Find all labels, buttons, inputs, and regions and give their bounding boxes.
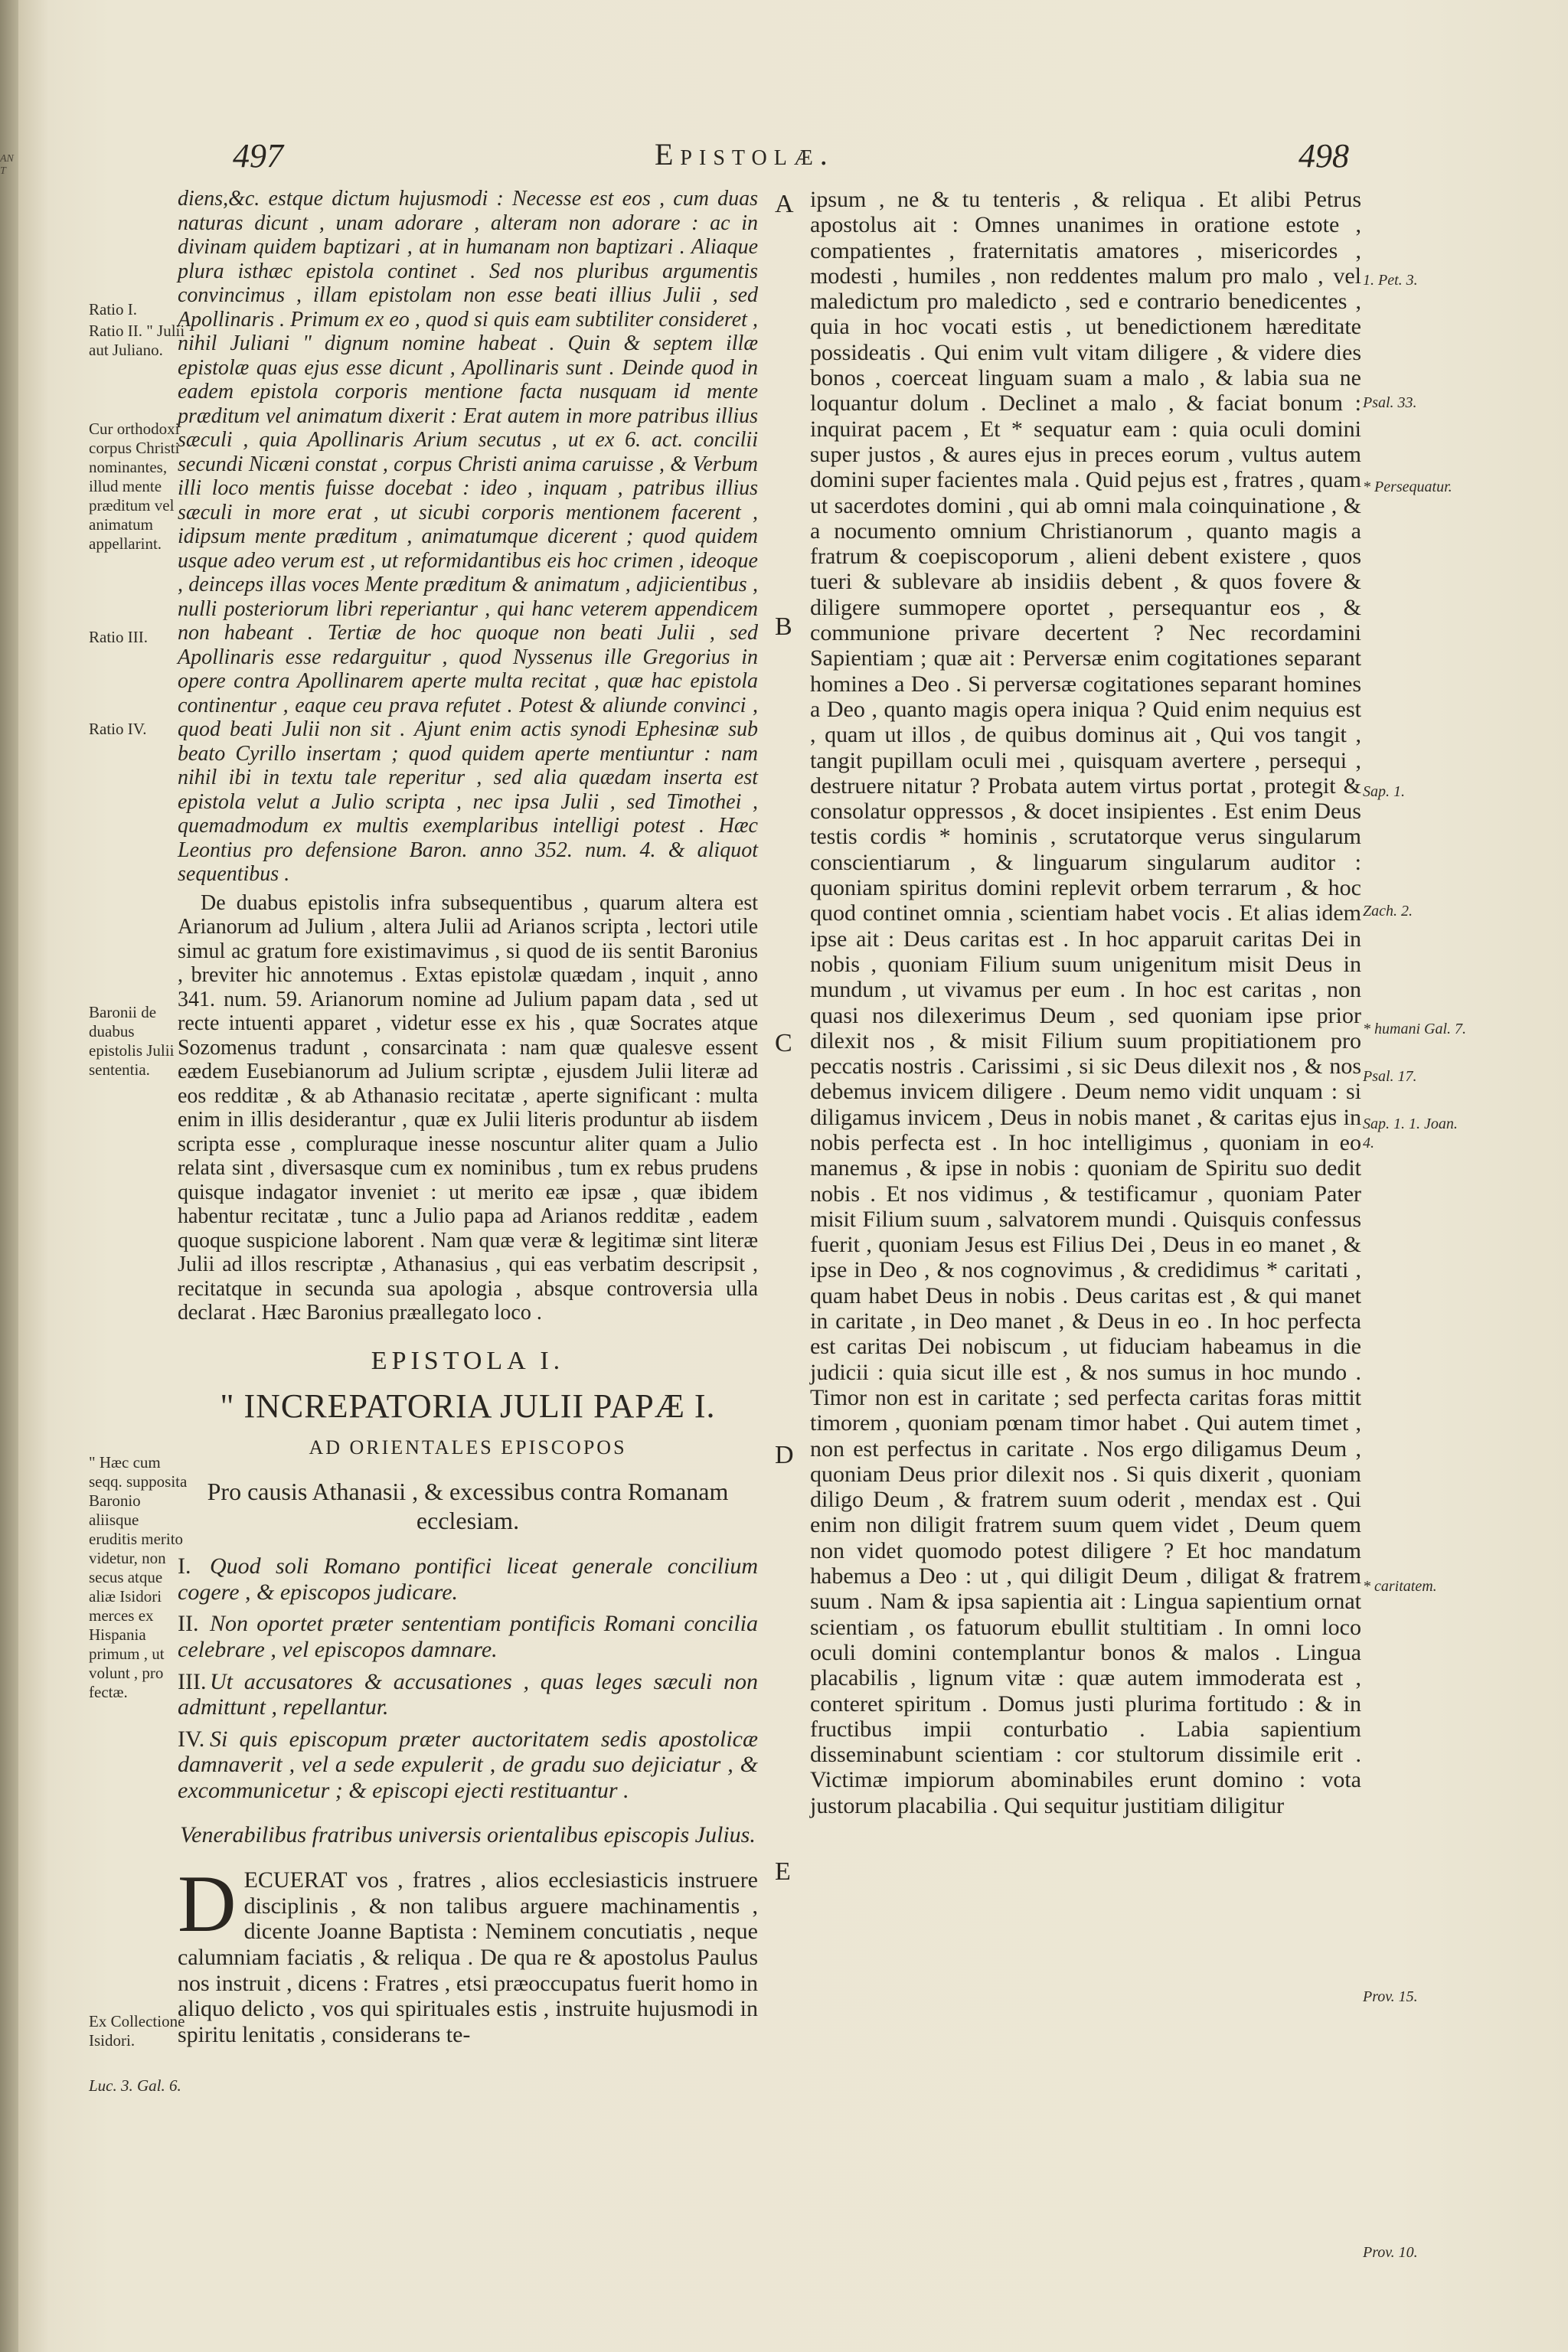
section-letter-c: C bbox=[775, 1029, 792, 1057]
section-letter-e: E bbox=[775, 1857, 791, 1886]
margin-note-zach-2: Zach. 2. bbox=[1363, 903, 1413, 920]
book-gutter bbox=[0, 0, 18, 2352]
margin-note-haec-cum-seqq: " Hæc cum seqq. supposita Baronio aliisque eruditis merito videtur, non secus atque aliæ Isidori merces ex Hispania primum , ut volunt , pro fectæ. bbox=[89, 1453, 188, 1701]
capitulum-3 bbox=[178, 1669, 758, 1720]
margin-note-persequatur: * Persequatur. bbox=[1363, 479, 1452, 495]
margin-note-ratio-2: Ratio II. " Julii aut Juliano. bbox=[89, 322, 185, 359]
capitulum-4 bbox=[178, 1726, 758, 1804]
capitulum-1 bbox=[178, 1553, 758, 1605]
margin-note-sap-1-joan-4: Sap. 1. 1. Joan. 4. bbox=[1363, 1116, 1458, 1152]
margin-note-sap-1: Sap. 1. bbox=[1363, 783, 1405, 800]
previous-page-edge: ANT bbox=[0, 153, 14, 177]
right-text-column bbox=[810, 187, 1361, 1823]
running-head bbox=[0, 136, 1568, 182]
margin-note-baronii: Baronii de duabus epistolis Julii sententia. bbox=[89, 1003, 175, 1079]
section-letter-d: D bbox=[775, 1441, 794, 1469]
capitulum-text: Non oportet præter sententiam pontificis Romani concilia celebrare , vel episcopos damnare. bbox=[178, 1611, 758, 1663]
margin-note-ratio-3: Ratio III. bbox=[89, 628, 148, 646]
letter-opening bbox=[178, 1859, 758, 2047]
drop-cap: D bbox=[178, 1859, 237, 1949]
capitulum-text: Ut accusatores & accusationes , quas leges sæculi non admittunt , repellantur. bbox=[178, 1668, 758, 1720]
margin-note-caritatem: * caritatem. bbox=[1363, 1578, 1437, 1595]
margin-note-ex-collectione: Ex Collectione Isidori. bbox=[89, 2012, 185, 2050]
running-title: Epistolæ. bbox=[655, 137, 835, 172]
capitulum-text: Quod soli Romano pontifici liceat generale concilium cogere , & episcopos judicare. bbox=[178, 1553, 758, 1605]
capitulum-text: Si quis episcopum præter auctoritatem sedis apostolicæ damnaverit , vel a sede expulerit , de gradu suo dejiciatur , & excommunicetur ; & episcopi ejecti restituantur . bbox=[178, 1726, 758, 1804]
margin-note-1-pet-3: 1. Pet. 3. bbox=[1363, 272, 1418, 289]
margin-note-humani-gal: * humani Gal. 7. bbox=[1363, 1021, 1466, 1037]
left-text-column bbox=[178, 187, 758, 2052]
letter-opening-text: ECUERAT vos , fratres , alios ecclesiasticis instruere disciplinis , & non talibus arguere machinamentis , dicente Joanne Baptista : Neminem concutiatis , neque calumniam faciatis , & reliqua . De qua re & apostolus Paulus nos instruit , dicens : Fratres , etsi præoccupatus fuerit homo in aliquo delicto , vos qui spirituales estis , instruite hujusmodi in spiritu lenitatis , considerans te- bbox=[178, 1867, 758, 2047]
margin-note-prov-15: Prov. 15. bbox=[1363, 1988, 1418, 2005]
margin-note-psal-17: Psal. 17. bbox=[1363, 1068, 1417, 1085]
margin-note-luc-gal: Luc. 3. Gal. 6. bbox=[89, 2076, 181, 2095]
section-letter-b: B bbox=[775, 612, 792, 641]
margin-note-prov-10: Prov. 10. bbox=[1363, 2244, 1418, 2261]
margin-note-cur-orthodoxi: Cur orthodoxi corpus Christi nominantes, illud mente præditum vel animatum appellarint. bbox=[89, 420, 180, 553]
paragraph-baronius: De duabus epistolis infra subsequentibus , quarum altera est Arianorum ad Julium , altera Julii ad Arianos scripta , lectori utile simul ac gratum fore existimavimus , si quod de iis sentit Baronius , breviter hic annotemus . Extas epistolæ quædam , inquit , anno 341. num. 59. Arianorum nomine ad Julium papam data , sed ut recte intuenti apparet , videtur esse ex his , quæ Socrates atque Sozomenus tradunt , consarcinata : nam quæ qualesve essent eædem Eusebianorum ad Julium scriptæ , ejusdem Julii literæ ad eos redditæ , & ab Athanasio recitatæ , aperte significant : multa enim in illis desiderantur , quæ ex Julii literis produntur ab iisdem scripta esse , compluraque inesse noscuntur aliter quam a Julio relata sint , diversasque cum ex nominibus , tum ex rebus prudens quisque indagator inveniet : ut merito eæ ipsæ , quæ ibidem habentur recitatæ , tunc a Julio papa ad Arianos redditæ , eadem quoque suspicione laborent . Nam quæ veræ & legitimæ sint literæ Julii ad illos rescriptæ , Athanasius , qui eas verbatim descripsit , recitatque in secunda sua apologia , absque controversia ulla declarat . Hæc Baronius præallegato loco . bbox=[178, 890, 758, 1325]
capitulum-number: III. bbox=[178, 1668, 207, 1694]
epistola-heading: EPISTOLA I. bbox=[371, 1346, 565, 1375]
margin-note-psal-33: Psal. 33. bbox=[1363, 394, 1417, 411]
page-number-right: 498 bbox=[1298, 137, 1349, 175]
capitulum-2 bbox=[178, 1611, 758, 1662]
epistola-title: " INCREPATORIA JULII PAPÆ I. bbox=[220, 1387, 716, 1426]
epistola-addressee: AD ORIENTALES EPISCOPOS bbox=[309, 1436, 627, 1459]
capitulum-number: I. bbox=[178, 1553, 191, 1579]
epistola-cause: Pro causis Athanasii , & excessibus contra Romanam ecclesiam. bbox=[207, 1478, 729, 1535]
section-letter-a: A bbox=[775, 190, 794, 218]
capitulum-number: IV. bbox=[178, 1726, 205, 1752]
margin-note-ratio-1: Ratio I. bbox=[89, 300, 137, 318]
paragraph-right-continuation: ipsum , ne & tu tenteris , & reliqua . Et alibi Petrus apostolus ait : Omnes unanimes in oratione estote , compatientes , fraternitatis amatores , misericordes , modesti , humiles , non reddentes malum pro malo , vel maledictum pro maledicto , sed e contrario benedicentes , quia in hoc vocati estis , ut benedictionem hæreditate possideatis . Qui enim vult vitam diligere , & videre dies bonos , coerceat linguam suam a malo , & labia sua ne loquantur dolum . Declinet a malo , & faciat bonum : inquirat pacem , Et * sequatur eam : quia oculi domini super justos , & aures ejus in preces eorum , vultus autem domini super facientes mala . Quid pejus est , fratres , quam ut sacerdotes domini , qui ab omni mala coinquinatione , & a nocumento omnium Christianorum , quanto magis a fratrum & coepiscoporum , alieni debent existere , quos tueri & sublevare ab insidiis debent , & quos fovere & diligere summopere oportet , persequantur eos , & communione privare decertent ? Nec recordamini Sapientiam ; quæ ait : Perversæ enim cogitationes separant homines a Deo . Si perversæ cogitationes separant homines a Deo , quanto magis opera iniqua ? Quid enim nequius est , quam ut illos , de quibus dominus ait , Qui vos tangit , tangit pupillam oculi mei , quisquam avertere , persequi , destruere nitatur ? Probata autem virtus portat , protegit & consolatur oppressos , & docet insipientes . Est enim Deus testis cordis * hominis , scrutatorque verus singularum conscientiarum , & linguarum singularum auditor : quoniam spiritus domini replevit orbem terrarum , & hoc quod continet omnia , scientiam habet vocis . Et alias idem ipse ait : Deus caritas est . In hoc apparuit caritas Dei in nobis , quoniam Filium suum unigenitum misit Deus in mundum , ut vivamus per eum . In hoc est caritas , non quasi nos dilexerimus Deum , sed quoniam ipse prior dilexit nos , & misit Filium suum propitiationem pro peccatis nostris . Carissimi , si sic Deus dilexit nos , & nos debemus invicem diligere . Deum nemo vidit unquam : si diligamus invicem , Deus in nobis manet , & caritas ejus in nobis perfecta est . In hoc intelligimus , quoniam in eo manemus , & ipse in nobis : quoniam de Spiritu suo dedit nobis . Et nos vidimus , & testificamur , quoniam Pater misit Filium suum , salvatorem mundi . Quisquis confessus fuerit , quoniam Jesus est Filius Dei , Deus in eo manet , & ipse in Deo , & nos cognovimus , & credidimus * caritati , quam habet Deus in nobis . Deus caritas est , & qui manet in caritate , in Deo manet , & Deus in eo . In hoc perfecta est caritas Dei nobiscum , ut fiduciam habeamus in die judicii : quia sicut ille est , & nos sumus in hoc mundo . Timor non est in caritate ; sed perfecta caritas foras mittit timorem , quoniam pœnam timor habet . Qui autem timet , non est perfectus in caritate . Nos ergo diligamus Deum , quoniam Deus prior dilexit nos . Si quis dixerit , quoniam diligo Deum , & fratrem suum oderit , mendax est . Qui enim non diligit fratrem suum quem videt , Deum quem non videt quomodo potest diligere ? Et hoc mandatum habemus a Deo : ut , qui diligit Deum , diligat & fratrem suum . Nam & ipsa sapientia ait : Lingua sapientium ornat scientiam , os fatuorum ebullit stultitiam . In omni loco oculi domini contemplantur bonos & malos . Lingua placabilis , lignum vitæ : quæ autem immoderata est , conteret spiritum . Domus justi plurima fortitudo : & in fructibus impii conturbatio . Labia sapientium disseminabunt scientiam : cor stultorum dissimile erit . Victimæ impiorum abominabiles erunt domino : vota justorum placabilia . Qui sequitur justitiam diligitur bbox=[810, 187, 1361, 1818]
paragraph-leontius: diens,&c. estque dictum hujusmodi : Necesse est eos , cum duas naturas dicunt , unam adorare , alteram non adorare : ac in divinam quidem baptizari , at in humanam non baptizari . Aliaque plura isthæc epistola continet . Sed nos pluribus argumentis convincimus , illam epistolam non esse beati illius Julii , sed Apollinaris . Primum ex eo , quod si quis eam subtiliter consideret , nihil Juliani " dignum nomine habeat . Quin & septem illæ epistolæ quas ejus esse dicunt , Apollinaris sunt . Deinde quod in eadem epistola corporis mentione facta nusquam id mente præditum vel animatum dixerit : Erat autem in more patribus illius sæculi , quia Apollinaris Arium secutus , ut ex 6. act. concilii secundi Nicæni constat , corpus Christi anima caruisse , & Verbum illi loco mentis fuisse docebat : ideo , inquam , patribus illius sæculi in more erat , ut sicubi corporis mentionem facerent , idipsum mente præditum , animatumque dicerent ; quod quidem usque adeo verum est , ut reformidantibus eis hoc crimen , ideoque , deinceps illas voces Mente præditum & animatum , adjicientibus , nulli posteriorum libri reperiantur , qui hanc veterem appendicem non habeant . Tertiæ de hoc quoque non beati Julii , sed Apollinaris esse redarguitur , quod Nyssenus ille Gregorius in opere contra Apollinarem aperte multa recitat , quæ hac epistola continentur , eaque ceu prava refutet . Potest & aliunde convinci , quod beati Julii non sit . Ajunt enim actis synodi Ephesinæ sub beato Cyrillo insertam ; quod quidem aperte mentiuntur : nam nihil ibi in textu tale reperitur , sed alia quædam inserta est epistola velut a Julio scripta , nec ipsa Julii , sed Timothei , quemadmodum ex multis exemplaribus intelligi potest . Hæc Leontius pro defensione Baron. anno 352. num. 4. & aliquot sequentibus . bbox=[178, 187, 758, 886]
margin-note-ratio-4: Ratio IV. bbox=[89, 720, 147, 738]
salutation: Venerabilibus fratribus universis orientalibus episcopis Julius. bbox=[180, 1821, 756, 1847]
page-number-left: 497 bbox=[233, 137, 283, 175]
capitulum-number: II. bbox=[178, 1611, 199, 1637]
